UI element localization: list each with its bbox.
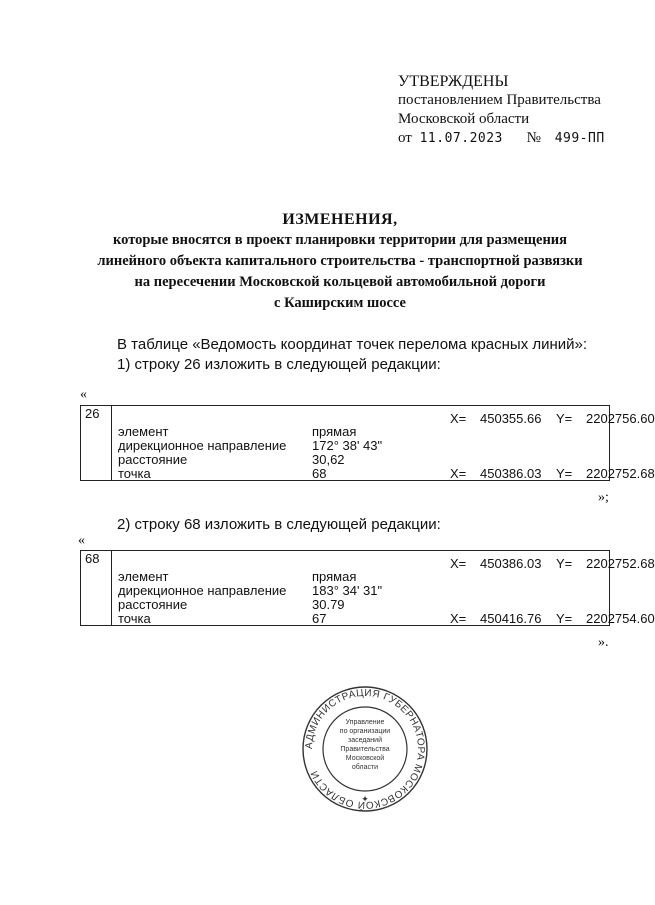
element-label: элемент [118,569,169,584]
y-value: 2202752.68 [586,466,655,481]
subtitle-line: линейного объекта капитального строительства - транспортной развязки [97,253,583,269]
approval-number: 499-ПП [554,131,605,146]
point-value: 67 [312,611,327,626]
stamp-center-line: Правительства [340,746,390,753]
stamp-center-line: Московской [345,755,385,762]
stamp-ring-text: АДМИНИСТРАЦИЯ ГУБЕРНАТОРА МОСКОВСКОЙ ОБЛАСТИ [303,687,427,811]
subtitle-line: на пересечении Московской кольцевой автомобильной дороги [134,274,546,290]
distance-label: расстояние [118,452,188,467]
svg-text:✦: ✦ [361,794,369,804]
stamp-center-line: Управление [345,719,385,726]
x-label: X= [450,611,467,626]
x-value: 450416.76 [480,611,542,626]
x-label: X= [450,466,467,481]
approved-date-line [398,129,605,148]
x-label: X= [450,411,467,426]
point-label: точка [118,466,151,481]
row-number: 26 [81,406,112,481]
point-value: 68 [312,466,327,481]
y-label: Y= [556,611,573,626]
approved-heading: УТВЕРЖДЕНЫ [398,73,509,90]
x-value: 450355.66 [480,411,542,426]
coordinates-table-row-68 [80,550,655,626]
row-number: 68 [81,551,112,626]
approved-region: Московской области [398,111,530,127]
open-quote-1: « [80,387,87,402]
row-content [112,406,655,481]
approved-by: постановлением Правительства [398,92,601,108]
document-title: ИЗМЕНЕНИЯ, [282,211,398,228]
y-value: 2202756.60 [586,411,655,426]
element-value: прямая [312,569,357,584]
distance-value: 30.79 [312,597,345,612]
stamp-center-line: заседаний [347,737,383,744]
x-value: 450386.03 [480,466,542,481]
stamp-center-line: по организации [339,728,391,735]
close-quote-1: »; [598,490,609,505]
item-1: 1) строку 26 изложить в следующей редакции: [117,356,441,373]
official-stamp [300,684,430,814]
y-label: Y= [556,556,573,571]
number-sign: № [526,130,541,146]
intro-paragraph: В таблице «Ведомость координат точек перелома красных линий»: [117,336,588,353]
point-label: точка [118,611,151,626]
approval-date: 11.07.2023 [419,131,503,146]
direction-label: дирекционное направление [118,438,287,453]
element-label: элемент [118,424,169,439]
x-label: X= [450,556,467,571]
coordinates-table-row-26 [80,405,655,481]
direction-label: дирекционное направление [118,583,287,598]
distance-value: 30,62 [312,452,345,467]
close-quote-2: ». [598,635,609,650]
document-subtitle [40,230,640,314]
subtitle-line: с Каширским шоссе [274,295,406,311]
y-value: 2202754.60 [586,611,655,626]
y-label: Y= [556,411,573,426]
approval-block [398,72,605,148]
stamp-seal [300,684,430,814]
x-value: 450386.03 [480,556,542,571]
distance-label: расстояние [118,597,188,612]
row-content [112,551,655,626]
y-value: 2202752.68 [586,556,655,571]
y-label: Y= [556,466,573,481]
from-label: от [398,130,412,146]
element-value: прямая [312,424,357,439]
open-quote-2: « [78,533,85,548]
direction-value: 172° 38' 43" [312,438,383,453]
direction-value: 183° 34' 31" [312,583,383,598]
stamp-center-line: области [351,764,379,771]
item-2: 2) строку 68 изложить в следующей редакции: [117,516,441,533]
subtitle-line: которые вносятся в проект планировки территории для размещения [112,232,568,248]
